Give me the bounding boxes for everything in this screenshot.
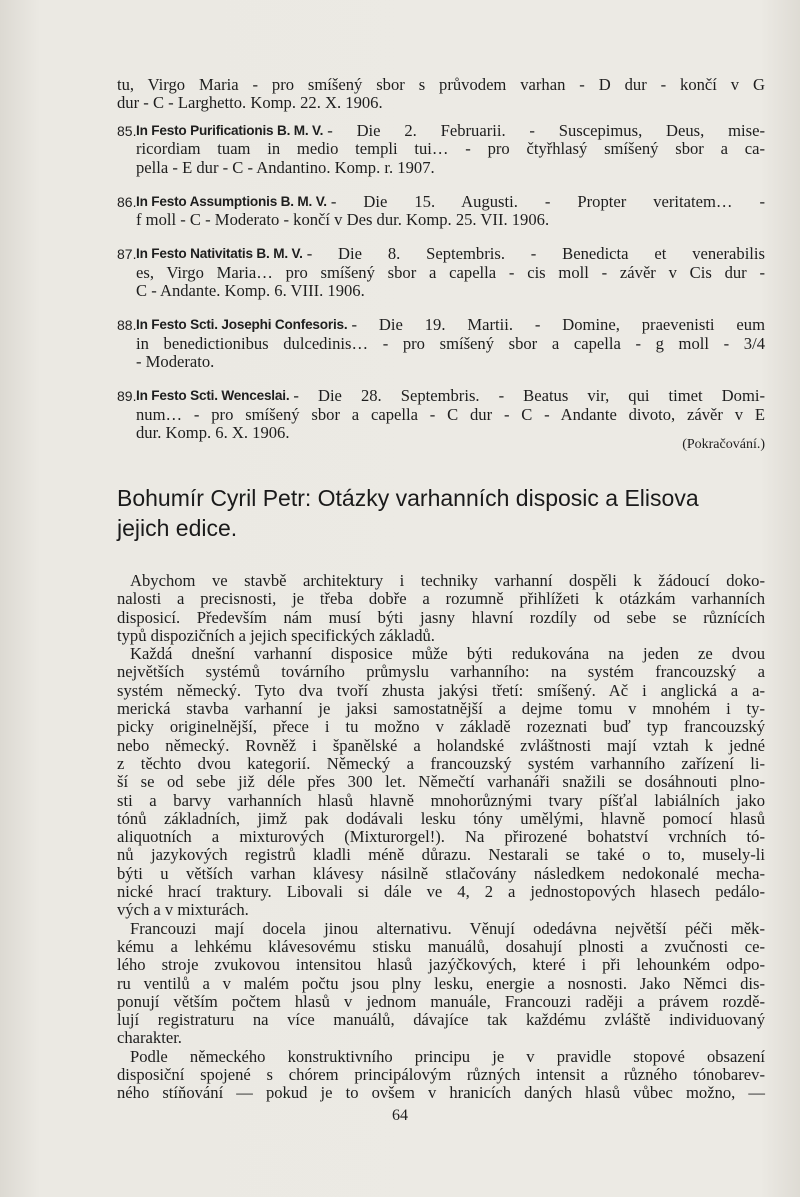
paragraph-line: Každá dnešní varhanní disposice může býti redukována na jeden ze dvou: [130, 644, 765, 664]
text-line: tu, Virgo Maria - pro smíšený sbor s průvodem varhan - D dur - končí v G: [117, 75, 765, 94]
entry-text-line: ricordiam tuam in medio templi tui… - pro čtyřhlasý smíšený sbor a ca-: [136, 139, 765, 159]
article-title: [117, 483, 777, 543]
entry-text: - Die 2. Februarii. - Suscepimus, Deus, mise-: [327, 121, 765, 140]
paragraph-line: Francouzi mají docela jinou alternativu. Věnují odedávna největší péči měk-: [130, 918, 765, 938]
paragraph-line: merická stavba varhanní je jaksi samostatnější a dejme tomu v mnohém i ty-: [117, 699, 765, 719]
entry-title: In Festo Purificationis B. M. V.: [136, 123, 324, 138]
paragraph-line: ru ventilů a v malém počtu jsou plny lesku, energie a nosnosti. Jako Němci dis-: [117, 973, 765, 993]
entry-number: 85.: [117, 123, 137, 139]
entry-first-line: [117, 387, 765, 405]
continued-note: (Pokračování.): [682, 437, 765, 452]
page-number: 64: [392, 1107, 408, 1124]
list-item: [117, 316, 765, 371]
paragraph-line: disposicí. Především nám musí býti jasny hlavní rozdíly od sebe se různících: [117, 607, 765, 627]
paragraph-line: tónů základních, jimž pak dodávali lesku tóny umělými, hlavně pomocí hlasů: [117, 808, 765, 828]
paragraph-line: ponují větším počtem hlasů v jednom manuále, Francouzi raději a právem rozdě-: [117, 991, 765, 1011]
paragraph-line: lují registraturu na více manuálů, dávajíce tak každému zvláště individuovaný: [117, 1010, 765, 1030]
paragraph-line: charakter.: [117, 1028, 182, 1048]
paragraph-line: Abychom ve stavbě architektury i techniky varhanní dospěli k žádoucí doko-: [130, 571, 765, 590]
paragraph-line: picky originelnější, přece i tu možno v základě rozeznati buď typ francouzský: [117, 717, 765, 737]
entry-title: In Festo Nativitatis B. M. V.: [136, 246, 303, 262]
continued-note-wrap: [117, 436, 765, 454]
paragraph-line: kému a lehkému klávesovému stisku manuálů, dosahují plnosti a zvučnosti ce-: [117, 936, 765, 956]
article-body: [117, 572, 765, 1103]
entry-text-line: in benedictionibus dulcedinis… - pro smíšený sbor a capella - g moll - 3/4: [136, 333, 765, 353]
paragraph-line: vých a v mixturách.: [117, 900, 249, 920]
paragraph-line: systém německý. Tyto dva tvoří zhusta jakýsi třetí: smíšený. Ač i anglická a a-: [117, 680, 765, 700]
paragraph-line: ného stíňování — pokud je to ovšem v hranicích daných hlasů vůbec možno, —: [117, 1083, 765, 1103]
entry-text: - Die 15. Augusti. - Propter veritatem… -: [330, 191, 765, 211]
paragraph-line: lého stroje zvukovou intensitou hlasů jazýčkových, které i při lehounkém odpo-: [117, 955, 765, 975]
paragraph-line: aliquotních a mixturových (Mixturorgel!). Na přirozené bohatství vrchních tó-: [117, 827, 765, 847]
entry-title: In Festo Scti. Wenceslai.: [136, 388, 290, 404]
entry-title: In Festo Assumptionis B. M. V.: [136, 193, 327, 209]
paragraph-line: nické hrací traktury. Libovali si dále ve 4, 2 a jednostopových hlasech pedálo-: [117, 882, 765, 902]
entry-text-line: f moll - C - Moderato - končí v Des dur. Komp. 25. VII. 1906.: [136, 210, 550, 230]
paragraph-line: z těchto dvou kategorií. Německý a francouzský systém varhanního zařízení li-: [117, 753, 765, 773]
entry-title: In Festo Scti. Josephi Confesoris.: [136, 317, 348, 333]
article-title-line: jejich edice.: [117, 515, 238, 541]
paragraph-line: typů dispozičních a jejich specifických základů.: [117, 625, 435, 645]
entry-text-line: C - Andante. Komp. 6. VIII. 1906.: [136, 281, 365, 301]
entry-number: 86.: [117, 193, 137, 210]
paragraph-line: býti u větších varhan klávesy násilně stlačovány následkem nedokonalé mecha-: [117, 863, 765, 883]
list-item: [117, 387, 765, 442]
entry-text: - Die 19. Martii. - Domine, praevenisti eum: [351, 315, 765, 335]
composition-list: [117, 122, 765, 458]
entry-text-line: num… - pro smíšený sbor a capella - C dur - C - Andante divoto, závěr v E: [136, 404, 765, 424]
entry-number: 87.: [117, 246, 137, 263]
paragraph-line: Podle německého konstruktivního principu je v pravidle stopové obsazení: [130, 1046, 765, 1066]
text-line: dur - C - Larghetto. Komp. 22. X. 1906.: [117, 93, 383, 113]
list-item: [117, 122, 765, 177]
entry-number: 89.: [117, 388, 137, 405]
paragraph-line: nalosti a precisnosti, je třeba dobře a rozumně přihlížeti k otázkám varhanních: [117, 589, 765, 609]
entry-first-line: [117, 122, 765, 140]
entry-first-line: [117, 245, 765, 263]
entry-text: - Die 8. Septembris. - Benedicta et venerabilis: [306, 244, 765, 264]
list-item: [117, 193, 765, 230]
entry-text-line: - Moderato.: [136, 351, 215, 371]
entry-text-line: pella - E dur - C - Andantino. Komp. r. 1907.: [136, 157, 435, 177]
entry-first-line: [117, 193, 765, 211]
paragraph-line: nů jazykových registrů kladli méně důrazu. Nestarali se také o to, musely-li: [117, 845, 765, 865]
list-item: [117, 245, 765, 300]
entry-first-line: [117, 316, 765, 334]
entry-text: - Die 28. Septembris. - Beatus vir, qui timet Domi-: [293, 386, 765, 406]
entry-text-line: es, Virgo Maria… pro smíšený sbor a capella - cis moll - závěr v Cis dur -: [136, 262, 765, 282]
paragraph-line: sti a barvy varhanních hlasů hlavně mnohorůznými tvary píšťal labiálních jako: [117, 790, 765, 810]
paragraph-line: ší se od sebe již déle přes 300 let. Němečtí varhanáři snažili se dosáhnouti plno-: [117, 772, 765, 792]
paragraph-line: nebo německý. Rovněž i španělské a holandské zvláštnosti mají vztah k jedné: [117, 735, 765, 755]
entry-number: 88.: [117, 317, 137, 334]
entry-text-line: dur. Komp. 6. X. 1906.: [136, 422, 290, 442]
paragraph-line: disposiční spojené s chórem principálovým různých intensit a různého tónobarev-: [117, 1065, 765, 1085]
paragraph-line: největších systémů továrního průmyslu varhanního: na systém francouzský a: [117, 662, 765, 682]
previous-entry-continuation: [117, 76, 765, 113]
article-title-line: Bohumír Cyril Petr: Otázky varhanních disposic a Elisova: [117, 485, 699, 511]
